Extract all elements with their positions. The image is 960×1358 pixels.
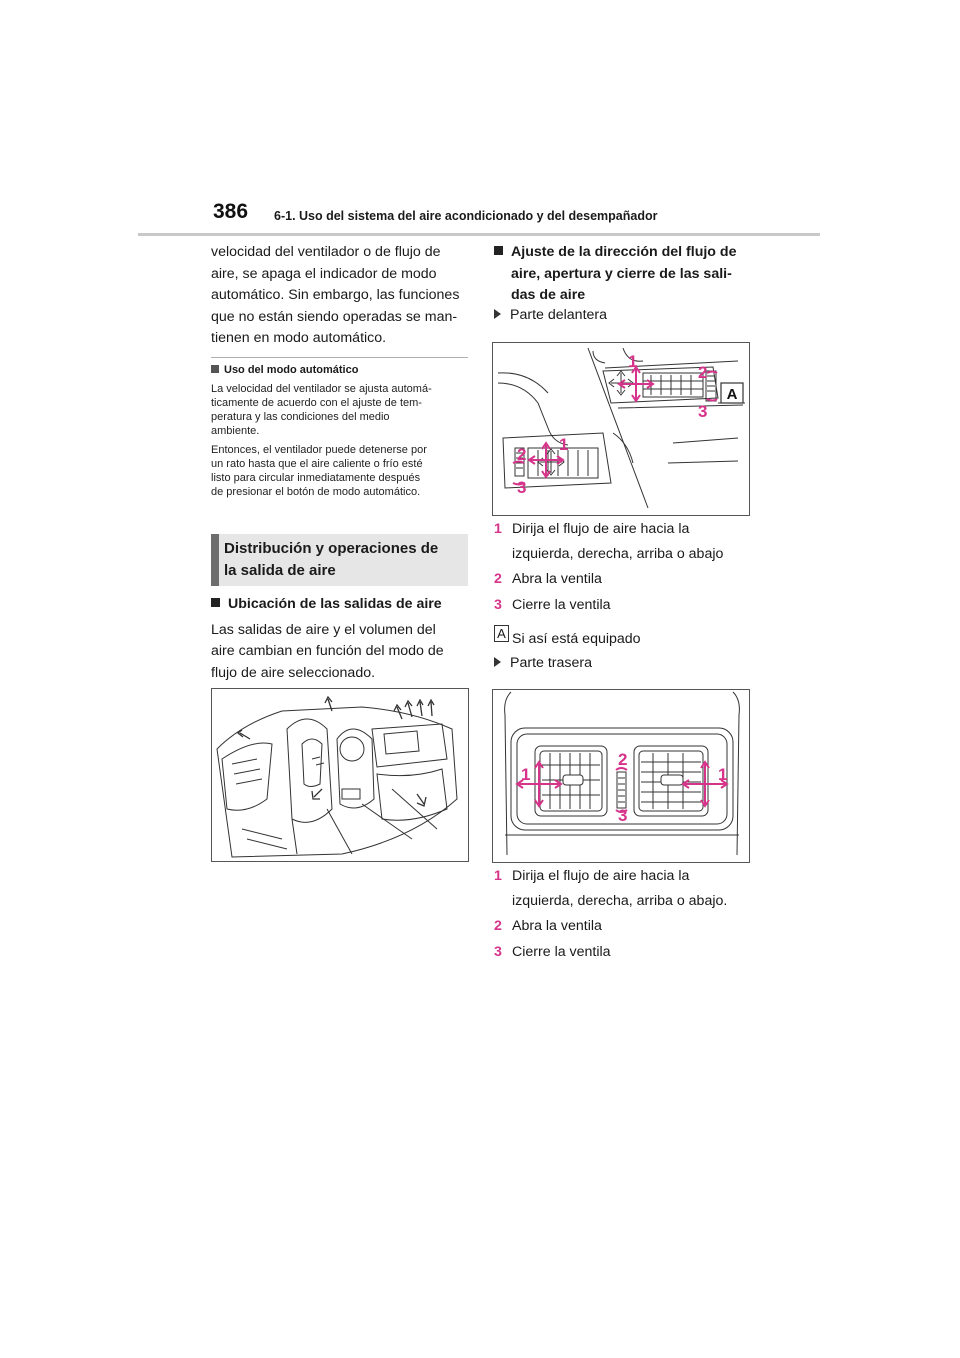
auto-mode-text: un rato hasta que el aire caliente o frío esté	[211, 458, 423, 470]
auto-mode-text: listo para circular inmediatamente después	[211, 472, 421, 484]
front-note: A Si así está equipado	[494, 624, 764, 646]
rear-diagram-label-1b: 1	[718, 765, 728, 784]
rear-diagram-label-3: 3	[618, 806, 628, 825]
rear-step-1: 1 Dirija el flujo de aire hacia la	[494, 868, 690, 884]
square-bullet-icon	[211, 598, 220, 607]
auto-mode-text: de presionar el botón de modo automático.	[211, 486, 421, 498]
front-steps	[494, 519, 764, 646]
square-bullet-icon	[494, 246, 503, 255]
front-vents-drawing	[493, 343, 749, 515]
auto-mode-heading: Uso del modo automático	[211, 364, 473, 376]
front-step-1-cont: izquierda, derecha, arriba o abajo	[512, 545, 724, 562]
intro-line: que no están siendo operadas se man-	[211, 308, 458, 325]
adjust-section	[494, 242, 764, 307]
front-step-1: 1 Dirija el flujo de aire hacia la	[494, 521, 690, 537]
auto-mode-text: peratura y las condiciones del medio	[211, 411, 390, 423]
auto-mode-text: ambiente.	[211, 425, 260, 437]
adjust-heading-cont: das de aire	[511, 287, 586, 303]
chapter-title: 6-1. Uso del sistema del aire acondicionado y del desempañador	[274, 209, 658, 223]
outlet-location-text: flujo de aire seleccionado.	[211, 664, 376, 681]
outlet-location-text: aire cambian en función del modo de	[211, 643, 444, 659]
intro-line: automático. Sin embargo, las funciones	[211, 287, 460, 303]
section-title: Distribución y operaciones de la salida de aire	[224, 540, 439, 579]
front-step-3: 3 Cierre la ventila	[494, 596, 611, 613]
cabin-drawing	[212, 689, 468, 861]
auto-mode-note	[211, 364, 473, 499]
front-vents-diagram	[492, 342, 750, 516]
rear-diagram-label-2: 2	[618, 750, 628, 769]
adjust-heading: Ajuste de la dirección del flujo de	[494, 242, 764, 264]
intro-line: aire, se apaga el indicador de modo	[211, 265, 437, 282]
front-diagram-label-3b: 3	[517, 478, 527, 497]
front-diagram-label-1b: 1	[559, 435, 569, 454]
front-diagram-label-2b: 2	[517, 445, 527, 464]
auto-mode-text: La velocidad del ventilador se ajusta automá-	[211, 383, 432, 395]
auto-mode-text: ticamente de acuerdo con el ajuste de tem-	[211, 397, 422, 409]
cabin-air-outlets-illustration	[211, 688, 469, 862]
outlet-location	[211, 594, 473, 684]
front-step-2: 2 Abra la ventila	[494, 571, 602, 587]
rear-vents-diagram	[492, 689, 750, 863]
separator	[211, 357, 468, 358]
intro-line: tienen en modo automático.	[211, 330, 387, 346]
outlet-location-text: Las salidas de aire y el volumen del	[211, 621, 436, 638]
front-diagram-label-2: 2	[698, 363, 708, 382]
intro-paragraph	[211, 242, 473, 350]
auto-mode-text: Entonces, el ventilador puede detenerse por	[211, 444, 427, 456]
intro-line: velocidad del ventilador o de flujo de	[211, 244, 441, 260]
rear-label: Parte trasera	[494, 653, 592, 675]
header-rule	[138, 233, 820, 236]
triangle-bullet-icon	[494, 657, 501, 667]
front-diagram-label-a: A	[726, 386, 738, 403]
adjust-heading-cont: aire, apertura y cierre de las sali-	[511, 265, 732, 282]
square-bullet-icon	[211, 365, 219, 373]
rear-step-3: 3 Cierre la ventila	[494, 943, 611, 960]
outlet-location-heading: Ubicación de las salidas de aire	[211, 594, 473, 616]
section-title-bar	[211, 534, 219, 586]
front-diagram-label-1: 1	[628, 352, 638, 371]
page-number: 386	[213, 200, 249, 223]
front-label: Parte delantera	[494, 305, 607, 327]
front-diagram-label-3: 3	[698, 402, 708, 421]
rear-diagram-label-1: 1	[521, 765, 531, 784]
label-a-badge: A	[494, 625, 509, 642]
rear-step-1-cont: izquierda, derecha, arriba o abajo.	[512, 892, 728, 909]
rear-vents-drawing	[493, 690, 749, 862]
rear-step-2: 2 Abra la ventila	[494, 918, 602, 934]
triangle-bullet-icon	[494, 309, 501, 319]
rear-steps	[494, 866, 764, 963]
